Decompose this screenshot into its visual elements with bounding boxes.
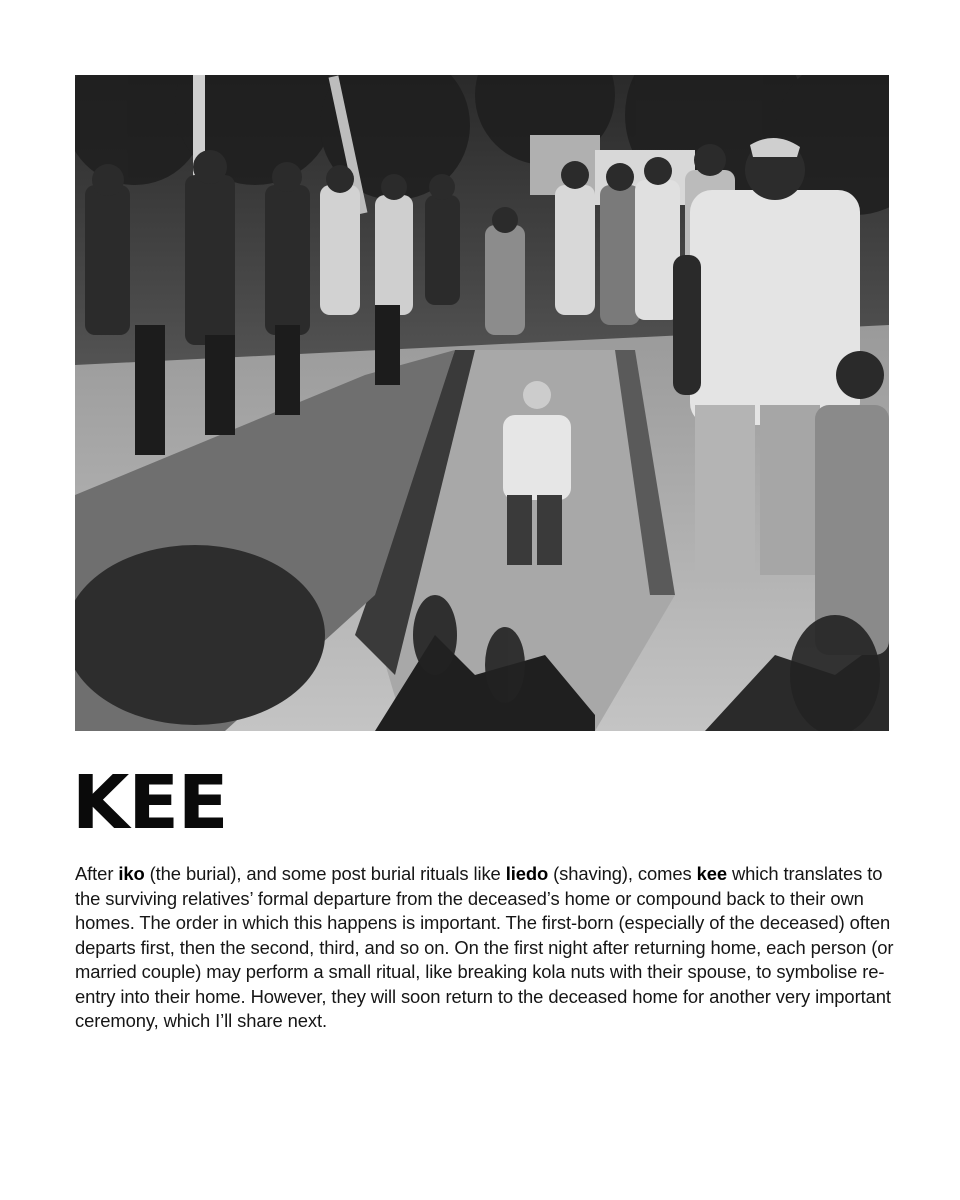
text-segment: which translates to the surviving relatives’ formal departure from the deceased’s home or compound back to their own homes. The order in which this happens is important. The first-born (especially of the deceased) often departs first, then the second, third, and so on. On the first night after returning home, each person (or married couple) may perform a small ritual, like breaking kola nuts with their spouse, to symbolise re-entry into their home. However, they will soon return to the deceased home for another very important ceremony, which I’ll share next. xyxy=(75,863,894,1031)
burial-photo-icon xyxy=(75,75,889,731)
bold-term-kee: kee xyxy=(696,863,727,884)
bold-term-liedo: liedo xyxy=(505,863,549,884)
bold-term-iko: iko xyxy=(118,863,145,884)
burial-photo xyxy=(75,75,889,731)
text-segment: (the burial), and some post burial rituals like xyxy=(144,863,506,884)
page-title: KEE xyxy=(72,760,228,846)
text-segment: After xyxy=(75,863,119,884)
text-segment: (shaving), comes xyxy=(548,863,697,884)
body-paragraph xyxy=(75,862,895,1034)
